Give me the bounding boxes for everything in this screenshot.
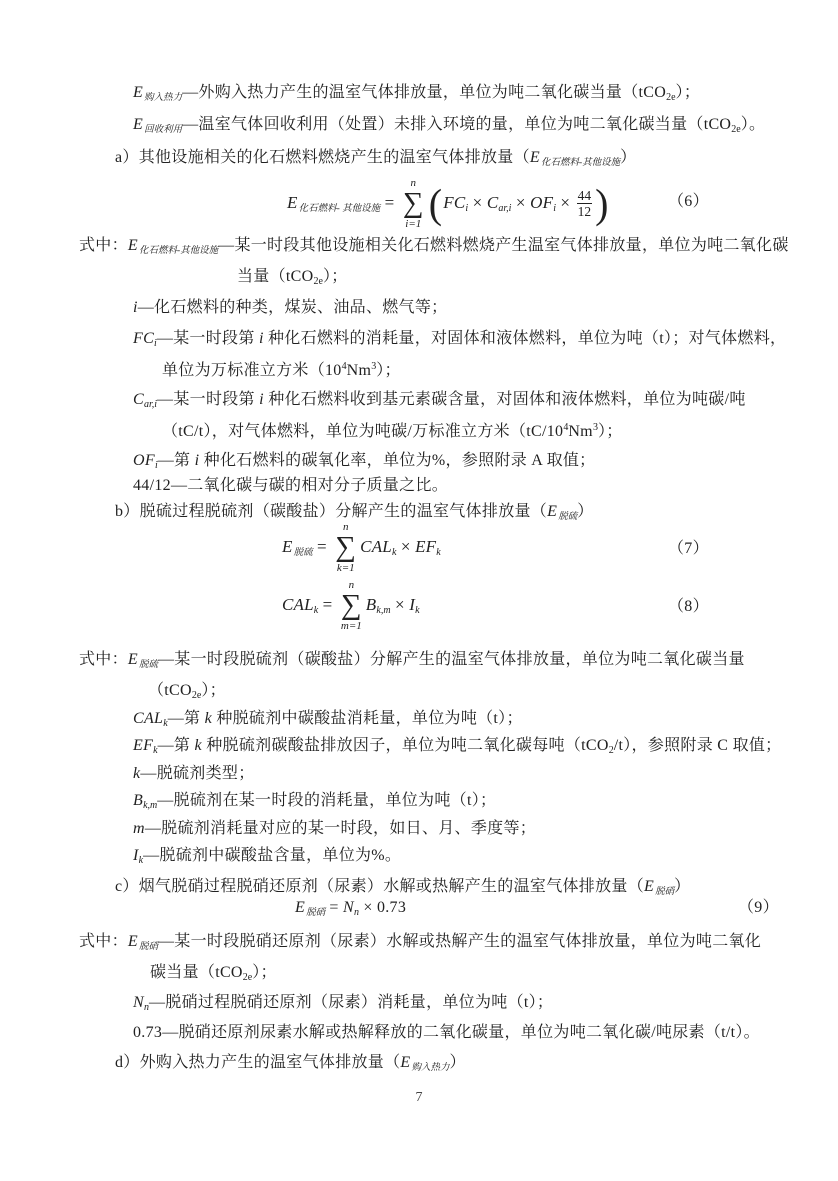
def-fc-cont: 单位为万标准立方米$(10^4Nm^3)$； xyxy=(162,361,401,379)
para-shizhong-3: 式中：E脱硝—某一时段脱硝还原剂（尿素）水解或热解产生的温室气体排放量，单位为吨二氧化 xyxy=(79,933,762,952)
def-nn: Nn—脱硝过程脱硝还原剂（尿素）消耗量，单位为吨（t）； xyxy=(133,994,554,1013)
subscript: 2e xyxy=(313,276,323,287)
item-a-heading: a）其他设施相关的化石燃料燃烧产生的温室气体排放量（E化石燃料-其他设施） xyxy=(115,149,637,168)
subscript: 2e xyxy=(242,972,253,983)
math-variable: N xyxy=(133,994,144,1011)
math-variable: i xyxy=(259,391,264,408)
math-variable: E xyxy=(282,537,293,557)
item-d-heading: d）外购入热力产生的温室气体排放量（E购入热力） xyxy=(115,1054,466,1073)
math-variable: i xyxy=(133,299,138,316)
subscript-cn: 脱硫 xyxy=(138,660,158,670)
subscript: k xyxy=(391,547,397,559)
math-variable: B xyxy=(133,792,144,809)
math-variable: E xyxy=(127,237,138,254)
subscript-cn: 化石燃料-其他设施 xyxy=(540,158,621,168)
subscript: k xyxy=(138,855,144,866)
para-shizhong-3-cont: 碳当量（tCO2e）； xyxy=(150,964,277,983)
superscript: 3 xyxy=(371,361,377,372)
math-variable: B xyxy=(365,595,377,615)
math-variable: FC xyxy=(133,330,155,347)
def-car: Car,i—某一时段第 i 种化石燃料收到基元素碳含量，对固体和液体燃料，单位为吨碳/吨 xyxy=(133,391,746,410)
math-variable: I xyxy=(133,847,139,864)
subscript: i xyxy=(553,202,556,214)
math-variable: CAL xyxy=(133,710,164,727)
subscript: ar,i xyxy=(498,202,512,214)
subscript: k xyxy=(313,605,319,617)
subscript-cn: 回收利用 xyxy=(144,125,183,135)
subscript: k xyxy=(436,547,441,559)
math-variable: E xyxy=(529,149,540,166)
math-variable: k xyxy=(133,765,141,782)
page-number: 7 xyxy=(415,1090,423,1105)
para-e-recovered: E回收利用—温室气体回收利用（处置）未排入环境的量，单位为吨二氧化碳当量（tCO2e）。 xyxy=(133,116,766,135)
para-shizhong-2: 式中：E脱硫—某一时段脱硫剂（碳酸盐）分解产生的温室气体排放量，单位为吨二氧化碳当量 xyxy=(79,651,745,670)
fraction: $\frac{44}{12}$ xyxy=(577,187,592,220)
summation-symbol: n ∑ i=1 xyxy=(402,177,424,231)
math-variable: FC xyxy=(443,192,466,212)
subscript: n xyxy=(143,1002,149,1013)
para-e-purchased-heat: E购入热力—外购入热力产生的温室气体排放量，单位为吨二氧化碳当量（tCO2e）； xyxy=(133,84,701,103)
math-variable: E xyxy=(295,899,306,916)
def-cal: CALk—第 k 种脱硫剂中碳酸盐消耗量，单位为吨（t）； xyxy=(133,710,523,729)
math-variable: E xyxy=(287,193,298,213)
def-m: m—脱硫剂消耗量对应的某一时段，如日、月、季度等； xyxy=(133,820,537,837)
def-bkm: Bk,m—脱硫剂在某一时段的消耗量，单位为吨（t）； xyxy=(133,792,497,811)
math-variable: E xyxy=(547,503,558,520)
math-variable: E xyxy=(133,116,144,133)
subscript-cn: 化石燃料- 其他设施 xyxy=(298,204,381,215)
def-i: i—化石燃料的种类，煤炭、油品、燃气等； xyxy=(133,299,448,316)
math-variable: EF xyxy=(133,737,154,754)
math-variable: CAL xyxy=(282,595,314,615)
subscript: k xyxy=(153,745,158,756)
parenthesis: ) xyxy=(595,180,609,227)
subscript: 2e xyxy=(731,124,741,135)
parenthesis: ( xyxy=(428,180,443,227)
superscript: 4 xyxy=(563,422,569,433)
math-variable: CAL xyxy=(360,537,392,557)
subscript: ar,i xyxy=(143,399,158,410)
math-variable: OF xyxy=(530,192,554,212)
subscript-cn: 脱硝 xyxy=(655,887,675,897)
equation-number-7: （7） xyxy=(668,540,709,557)
math-variable: C xyxy=(486,192,499,212)
subscript: k,m xyxy=(376,605,391,617)
subscript-cn: 购入热力 xyxy=(144,93,183,103)
math-variable: E xyxy=(644,878,655,895)
subscript-cn: 化石燃料-其他设施 xyxy=(138,246,219,256)
math-variable: k xyxy=(204,710,213,727)
subscript: k,m xyxy=(143,800,158,811)
subscript-cn: 脱硫 xyxy=(558,512,578,522)
def-fc: FCi—某一时段第 i 种化石燃料的消耗量，对固体和液体燃料，单位为吨（t）；对气体燃料， xyxy=(133,330,787,349)
para-shizhong-2-cont: （tCO2e）； xyxy=(148,682,226,701)
formula-8: CALk = n ∑ m=1 Bk,m × Ik xyxy=(282,579,420,633)
def-ik: Ik—脱硫剂中碳酸盐含量，单位为%。 xyxy=(133,847,402,866)
equation-number-9: （9） xyxy=(738,899,779,916)
math-variable: k xyxy=(194,737,202,754)
formula-9: E脱硝 = Nn × 0.73 xyxy=(295,899,407,918)
subscript-cn: 脱硝 xyxy=(138,942,158,952)
item-c-heading: c）烟气脱硝过程脱硝还原剂（尿素）水解或热解产生的温室气体排放量（E脱硝） xyxy=(115,878,691,897)
subscript: k xyxy=(163,718,168,729)
def-ef: EFk—第 k 种脱硫剂碳酸盐排放因子，单位为吨二氧化碳每吨（tCO2/t），参照附录 C 取值； xyxy=(133,737,782,756)
summation-symbol: n ∑ m=1 xyxy=(340,579,362,633)
subscript: 2 xyxy=(608,745,614,756)
math-variable: I xyxy=(409,595,416,615)
equation-number-8: （8） xyxy=(668,598,709,615)
math-variable: m xyxy=(133,820,145,837)
subscript: k xyxy=(415,605,420,617)
summation-symbol: n ∑ k=1 xyxy=(335,521,357,575)
math-variable: E xyxy=(400,1054,411,1071)
math-variable: i xyxy=(194,452,200,469)
math-variable: OF xyxy=(133,452,155,469)
math-variable: E xyxy=(127,933,138,950)
math-variable: EF xyxy=(415,537,437,557)
math-variable: E xyxy=(127,651,138,668)
def-k: k—脱硫剂类型； xyxy=(133,765,255,782)
subscript: i xyxy=(465,202,469,214)
para-shizhong-1: 式中：E化石燃料-其他设施—某一时段其他设施相关化石燃料燃烧产生温室气体排放量，单位为吨二氧化碳 xyxy=(79,237,789,256)
formula-6: E化石燃料- 其他设施 = n ∑ i=1 ( FCi × Car,i × OFi × $\frac{44}{12}$ ) xyxy=(287,177,609,231)
def-073: 0.73—脱硝还原剂尿素水解或热解释放的二氧化碳量，单位为吨二氧化碳/吨尿素（t/t）。 xyxy=(133,1024,760,1041)
subscript: n xyxy=(354,907,360,918)
para-shizhong-1-cont: 当量（tCO2e）； xyxy=(237,268,348,287)
equation-number-6: （6） xyxy=(668,193,709,210)
math-variable: C xyxy=(133,391,144,408)
math-variable: E xyxy=(133,84,144,101)
def-car-cont: （tC/t），对气体燃料，单位为吨碳/万标准立方米$(tC/10^4Nm^3)$； xyxy=(162,422,623,440)
subscript: 2e xyxy=(666,92,676,103)
subscript-cn: 购入热力 xyxy=(411,1063,450,1073)
subscript-cn: 脱硫 xyxy=(293,548,313,559)
subscript-cn: 脱硝 xyxy=(306,908,326,918)
formula-7: E脱硫 = n ∑ k=1 CALk × EFk xyxy=(282,521,441,575)
item-b-heading: b）脱硫过程脱硫剂（碳酸盐）分解产生的温室气体排放量（E脱硫） xyxy=(115,503,594,522)
superscript: 3 xyxy=(592,422,598,433)
math-variable: i xyxy=(258,330,264,347)
subscript: i xyxy=(154,460,158,471)
def-4412: 44/12—二氧化碳与碳的相对分子质量之比。 xyxy=(133,477,449,494)
math-variable: N xyxy=(343,899,355,916)
superscript: 4 xyxy=(341,361,347,372)
subscript: i xyxy=(154,338,157,349)
def-of: OFi—第 i 种化石燃料的碳氧化率，单位为%，参照附录 A 取值； xyxy=(133,452,596,471)
subscript: 2e xyxy=(191,690,202,701)
